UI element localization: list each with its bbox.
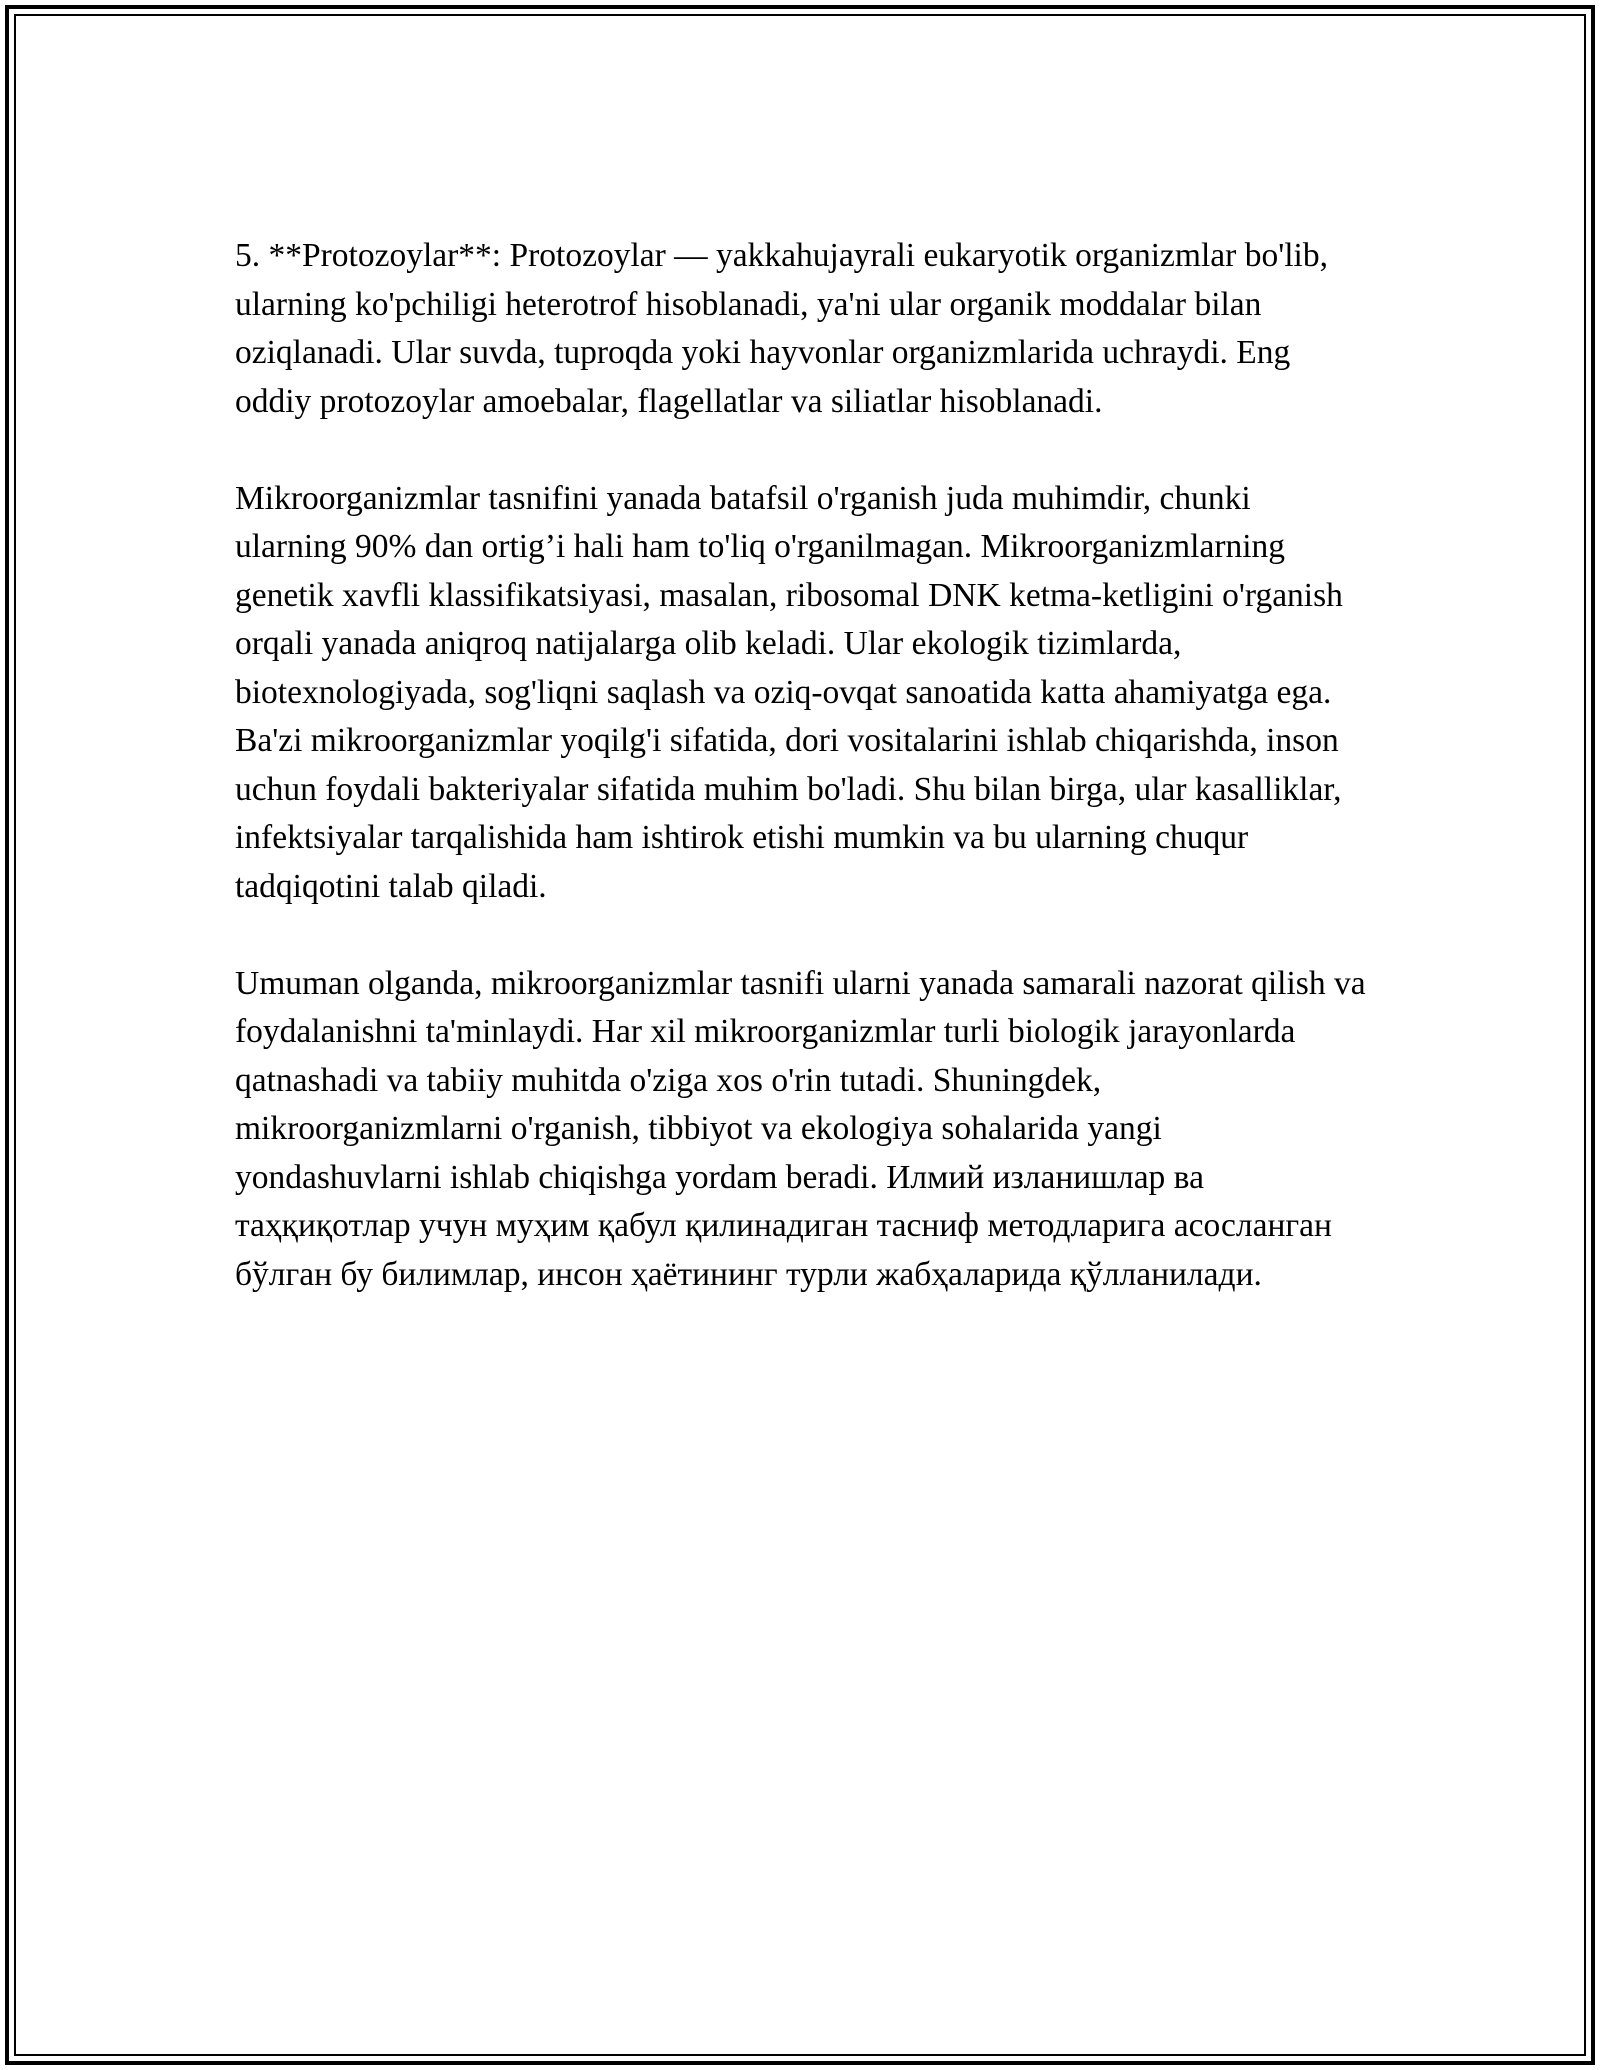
document-body — [235, 232, 1367, 1299]
paragraph-protozoa: 5. **Protozoylar**: Protozoylar — yakkahujayrali eukaryotik organizmlar bo'lib, ularning ko'pchiligi heterotrof hisoblanadi, ya'ni ular organik moddalar bilan oziqlanadi. Ular suvda, tuproqda yoki hayvonlar organizmlarida uchraydi. Eng oddiy protozoylar amoebalar, flagellatlar va siliatlar hisoblanadi. — [235, 237, 1328, 420]
paragraph-classification-importance: Mikroorganizmlar tasnifini yanada batafsil o'rganish juda muhimdir, chunki ularning 90% dan ortig’i hali ham to'liq o'rganilmagan. Mikroorganizmlarning genetik xavfli klassifikatsiyasi, masalan, ribosomal DNK ketma-ketligini o'rganish orqali yanada aniqroq natijalarga olib keladi. Ular ekologik tizimlarda, biotexnologiyada, sog'liqni saqlash va oziq-ovqat sanoatida katta ahamiyatga ega. Ba'zi mikroorganizmlar yoqilg'i sifatida, dori vositalarini ishlab chiqarishda, inson uchun foydali bakteriyalar sifatida muhim bo'ladi. Shu bilan birga, ular kasalliklar, infektsiyalar tarqalishida ham ishtirok etishi mumkin va bu ularning chuqur tadqiqotini talab qiladi. — [235, 479, 1343, 905]
paragraph-conclusion: Umuman olganda, mikroorganizmlar tasnifi ularni yanada samarali nazorat qilish va foydalanishni ta'minlaydi. Har xil mikroorganizmlar turli biologik jarayonlarda qatnashadi va tabiiy muhitda o'ziga xos o'rin tutadi. Shuningdek, mikroorganizmlarni o'rganish, tibbiyot va ekologiya sohalarida yangi yondashuvlarni ishlab chiqishga yordam beradi. Илмий изланишлар ва таҳқиқотлар учун муҳим қабул қилинадиган тасниф методларига асосланган бўлган бу билимлар, инсон ҳаётининг турли жабҳаларида қўлланилади. — [235, 964, 1366, 1293]
